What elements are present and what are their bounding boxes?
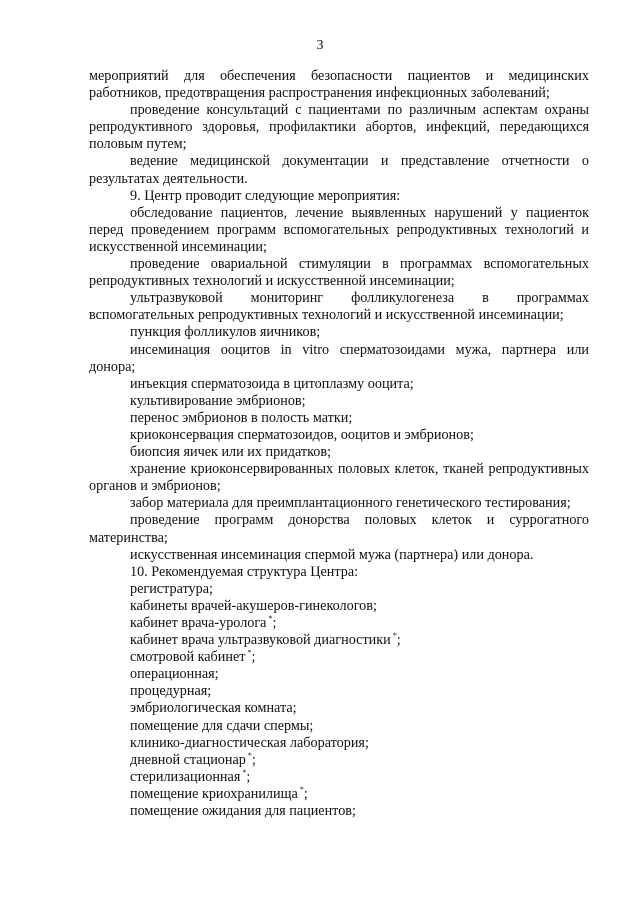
paragraph	[89, 324, 589, 341]
paragraph-text: ультразвуковой мониторинг фолликулогенеза в программах вспомогательных репродуктивных технологий и искусственной инсеминации;	[89, 290, 589, 324]
paragraph-text: операционная;	[130, 666, 219, 683]
paragraph-text: 10. Рекомендуемая структура Центра:	[130, 563, 359, 580]
paragraph-text: проведение овариальной стимуляции в программах вспомогательных репродуктивных технологий и искусственной инсеминации;	[89, 256, 589, 290]
paragraph	[89, 427, 589, 444]
paragraph-text: клинико-диагностическая лаборатория;	[130, 734, 369, 751]
paragraph-text: криоконсервация сперматозоидов, ооцитов и эмбрионов;	[130, 426, 474, 443]
paragraph-text: регистратура;	[130, 580, 213, 597]
paragraph-text: биопсия яичек или их придатков;	[130, 444, 332, 461]
paragraph-text: инсеминация ооцитов in vitro сперматозоидами мужа, партнера или донора;	[89, 341, 589, 375]
paragraph	[89, 256, 589, 290]
paragraph-text: смотровой кабинет	[130, 649, 246, 666]
paragraph	[89, 752, 589, 769]
paragraph	[89, 718, 589, 735]
paragraph	[89, 495, 589, 512]
paragraph	[89, 683, 589, 700]
paragraph-text: 9. Центр проводит следующие мероприятия:	[130, 187, 401, 204]
paragraph-text: хранение криоконсервированных половых клеток, тканей репродуктивных органов и эмбрионов;	[89, 461, 589, 495]
paragraph	[89, 393, 589, 410]
paragraph	[89, 547, 589, 564]
paragraph	[89, 666, 589, 683]
paragraph	[89, 444, 589, 461]
paragraph	[89, 188, 589, 205]
paragraph	[89, 581, 589, 598]
paragraph-text: ведение медицинской документации и представление отчетности о результатах деятельности.	[89, 153, 589, 187]
paragraph	[89, 290, 589, 324]
paragraph-text: инъекция сперматозоида в цитоплазму ооцита;	[130, 375, 414, 392]
paragraph-punctuation: ;	[272, 615, 277, 631]
paragraph-text: пункция фолликулов яичников;	[130, 324, 321, 341]
paragraph	[89, 803, 589, 820]
paragraph-punctuation: ;	[251, 751, 256, 768]
paragraph-text: проведение программ донорства половых клеток и суррогатного материнства;	[89, 512, 589, 546]
footnote-asterisk: *	[268, 614, 273, 623]
paragraph	[89, 512, 589, 546]
paragraph-text: помещение ожидания для пациентов;	[130, 803, 356, 820]
paragraph-text: помещение криохранилища	[130, 785, 298, 802]
page-number: 3	[316, 38, 324, 53]
paragraph-text: проведение консультаций с пациентами по различным аспектам охраны репродуктивного здоровья, профилактики абортов, инфекций, передающихся половым путем;	[89, 102, 589, 153]
paragraph-text: помещение для сдачи спермы;	[130, 717, 314, 734]
paragraph	[89, 769, 589, 786]
paragraph-text: кабинеты врачей-акушеров-гинекологов;	[130, 597, 377, 614]
paragraph	[89, 410, 589, 427]
document-body	[89, 0, 589, 820]
paragraph	[89, 786, 589, 803]
paragraph	[89, 153, 589, 187]
paragraph	[89, 615, 589, 632]
paragraph	[89, 700, 589, 717]
paragraph-text: кабинет врача-уролога	[130, 615, 267, 631]
paragraph-punctuation: ;	[396, 632, 401, 649]
footnote-asterisk: *	[242, 767, 247, 777]
paragraph	[89, 632, 589, 649]
paragraph-punctuation: ;	[303, 785, 308, 802]
paragraph-text: обследование пациентов, лечение выявленных нарушений у пациенток перед проведением программ вспомогательных репродуктивных технологий и искусственной инсеминации;	[89, 204, 589, 255]
paragraph-punctuation: ;	[246, 768, 251, 785]
paragraph-text: дневной стационар	[130, 751, 246, 768]
paragraph	[89, 649, 589, 666]
footnote-asterisk: *	[247, 750, 252, 760]
paragraph	[89, 564, 589, 581]
paragraph-text: перенос эмбрионов в полость матки;	[130, 409, 353, 426]
paragraph-text: процедурная;	[130, 683, 212, 700]
paragraph-text: стерилизационная	[130, 768, 241, 785]
footnote-asterisk: *	[247, 648, 252, 658]
paragraph	[89, 376, 589, 393]
paragraph	[89, 598, 589, 615]
paragraph	[89, 68, 589, 102]
paragraph-text: кабинет врача ультразвуковой диагностики	[130, 632, 391, 649]
paragraph	[89, 461, 589, 495]
paragraph-text: мероприятий для обеспечения безопасности пациентов и медицинских работников, предотвращения распространения инфекционных заболеваний;	[89, 68, 589, 102]
paragraph-punctuation: ;	[251, 649, 256, 666]
footnote-asterisk: *	[299, 784, 304, 794]
footnote-asterisk: *	[392, 631, 397, 641]
paragraph	[89, 102, 589, 153]
paragraph	[89, 205, 589, 256]
paragraph-text: эмбриологическая комната;	[130, 700, 297, 717]
paragraph	[89, 342, 589, 376]
paragraph-text: культивирование эмбрионов;	[130, 392, 306, 409]
paragraph-text: забор материала для преимплантационного генетического тестирования;	[130, 495, 571, 512]
paragraph	[89, 735, 589, 752]
paragraph-text: искусственная инсеминация спермой мужа (партнера) или донора.	[130, 546, 534, 563]
